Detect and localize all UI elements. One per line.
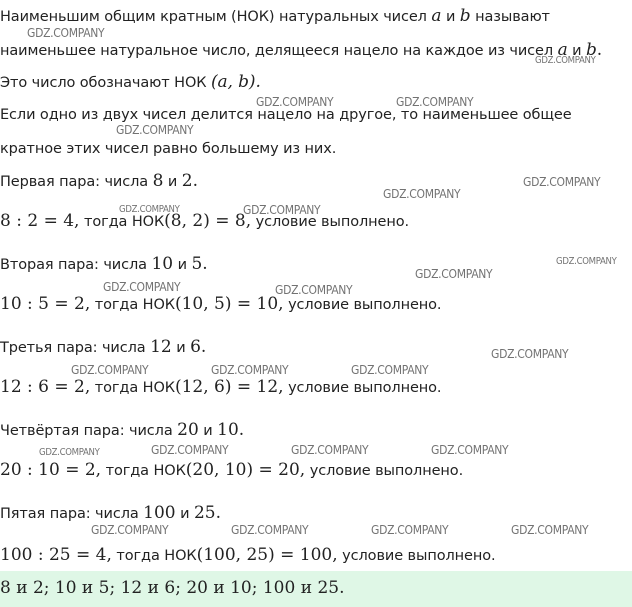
- pair-calculation: [0, 377, 441, 398]
- period: .: [238, 420, 245, 440]
- conjunction: и: [572, 43, 582, 59]
- watermark: GDZ.COMPANY: [103, 280, 181, 294]
- number: 20: [177, 420, 199, 440]
- conjunction: и: [180, 506, 190, 522]
- watermark: GDZ.COMPANY: [119, 204, 180, 215]
- notation-math: (a, b).: [210, 72, 261, 92]
- number: 12: [150, 337, 172, 357]
- pair-heading: [0, 337, 206, 358]
- watermark: GDZ.COMPANY: [535, 55, 596, 66]
- pair-heading: [0, 503, 221, 524]
- notation-line: [0, 72, 261, 93]
- watermark: GDZ.COMPANY: [71, 363, 149, 377]
- lcm-expression: (10, 5) = 10,: [174, 294, 284, 314]
- definition-line-1: [0, 6, 550, 27]
- notation-text: Это число обозначают НОК: [0, 75, 207, 91]
- conjunction: и: [203, 423, 213, 439]
- watermark: GDZ.COMPANY: [116, 123, 194, 137]
- pair-label: Третья пара: числа: [0, 340, 146, 356]
- conjunction: и: [445, 9, 456, 25]
- condition-text: условие выполнено.: [342, 548, 496, 564]
- watermark: GDZ.COMPANY: [256, 95, 334, 109]
- number: 6: [190, 337, 201, 357]
- watermark: GDZ.COMPANY: [511, 523, 589, 537]
- lcm-label: тогда НОК: [116, 548, 197, 564]
- division-expression: 8 : 2 = 4,: [0, 211, 80, 231]
- pair-heading: [0, 254, 208, 275]
- watermark: GDZ.COMPANY: [291, 443, 369, 457]
- pair-heading: [0, 420, 244, 441]
- period: .: [192, 171, 198, 191]
- conjunction: и: [167, 174, 178, 190]
- variable-a: a: [557, 40, 568, 60]
- variable-a: a: [431, 6, 442, 26]
- watermark: GDZ.COMPANY: [415, 267, 493, 281]
- watermark: GDZ.COMPANY: [243, 203, 321, 217]
- lcm-label: тогда НОК: [105, 463, 186, 479]
- watermark: GDZ.COMPANY: [351, 363, 429, 377]
- number: 10: [151, 254, 174, 274]
- definition-text: Наименьшим общим кратным (НОК) натуральных чисел: [0, 9, 432, 25]
- number: 10: [217, 420, 239, 440]
- watermark: GDZ.COMPANY: [491, 347, 569, 361]
- period: .: [215, 503, 222, 523]
- answer-box: [0, 571, 632, 607]
- lcm-expression: (12, 6) = 12,: [174, 377, 284, 397]
- variable-b: b: [459, 6, 471, 26]
- watermark: GDZ.COMPANY: [431, 443, 509, 457]
- watermark: GDZ.COMPANY: [275, 283, 353, 297]
- lcm-label: тогда НОК: [94, 297, 175, 313]
- watermark: GDZ.COMPANY: [523, 175, 601, 189]
- pair-calculation: [0, 211, 409, 232]
- condition-text: условие выполнено.: [288, 297, 442, 313]
- number: 100: [143, 503, 176, 523]
- condition-text: условие выполнено.: [309, 463, 464, 479]
- number: 8: [152, 171, 164, 191]
- division-expression: 10 : 5 = 2,: [0, 294, 91, 314]
- period: .: [200, 337, 207, 357]
- period: .: [596, 40, 603, 60]
- division-expression: 20 : 10 = 2,: [0, 460, 102, 480]
- pair-calculation: [0, 545, 496, 566]
- lcm-label: тогда НОК: [83, 214, 165, 230]
- watermark: GDZ.COMPANY: [151, 443, 229, 457]
- number: 5: [191, 254, 203, 274]
- pair-label: Пятая пара: числа: [0, 506, 139, 522]
- pair-label: Вторая пара: числа: [0, 257, 147, 273]
- watermark: GDZ.COMPANY: [231, 523, 309, 537]
- condition-text: условие выполнено.: [255, 214, 410, 230]
- division-expression: 100 : 25 = 4,: [0, 545, 112, 565]
- watermark: GDZ.COMPANY: [27, 26, 105, 40]
- division-expression: 12 : 6 = 2,: [0, 377, 91, 397]
- rule-line-2: кратное этих чисел равно большему из них.: [0, 141, 337, 157]
- definition-line-2: [0, 40, 602, 61]
- watermark: GDZ.COMPANY: [211, 363, 289, 377]
- lcm-expression: (20, 10) = 20,: [185, 460, 306, 480]
- watermark: GDZ.COMPANY: [39, 447, 100, 458]
- watermark: GDZ.COMPANY: [396, 95, 474, 109]
- watermark: GDZ.COMPANY: [91, 523, 169, 537]
- condition-text: условие выполнено.: [288, 380, 442, 396]
- number: 2: [181, 171, 193, 191]
- watermark: GDZ.COMPANY: [371, 523, 449, 537]
- conjunction: и: [177, 257, 187, 273]
- conjunction: и: [176, 340, 186, 356]
- rule-line-1: Если одно из двух чисел делится нацело на другое, то наименьшее общее: [0, 107, 572, 123]
- lcm-label: тогда НОК: [94, 380, 175, 396]
- watermark: GDZ.COMPANY: [383, 187, 461, 201]
- watermark: GDZ.COMPANY: [556, 256, 617, 267]
- number: 25: [193, 503, 216, 523]
- pair-calculation: [0, 294, 441, 315]
- definition-text: наименьшее натуральное число, делящееся нацело на каждое из чисел: [0, 43, 554, 59]
- lcm-expression: (8, 2) = 8,: [164, 211, 252, 231]
- pair-calculation: [0, 460, 463, 481]
- pair-label: Первая пара: числа: [0, 174, 149, 190]
- lcm-expression: (100, 25) = 100,: [196, 545, 338, 565]
- answer-text: 8 и 2; 10 и 5; 12 и 6; 20 и 10; 100 и 25.: [0, 578, 345, 598]
- pair-label: Четвёртая пара: числа: [0, 423, 173, 439]
- definition-text: называют: [475, 9, 550, 25]
- pair-heading: [0, 171, 198, 192]
- period: .: [202, 254, 208, 274]
- variable-b: b: [585, 40, 597, 60]
